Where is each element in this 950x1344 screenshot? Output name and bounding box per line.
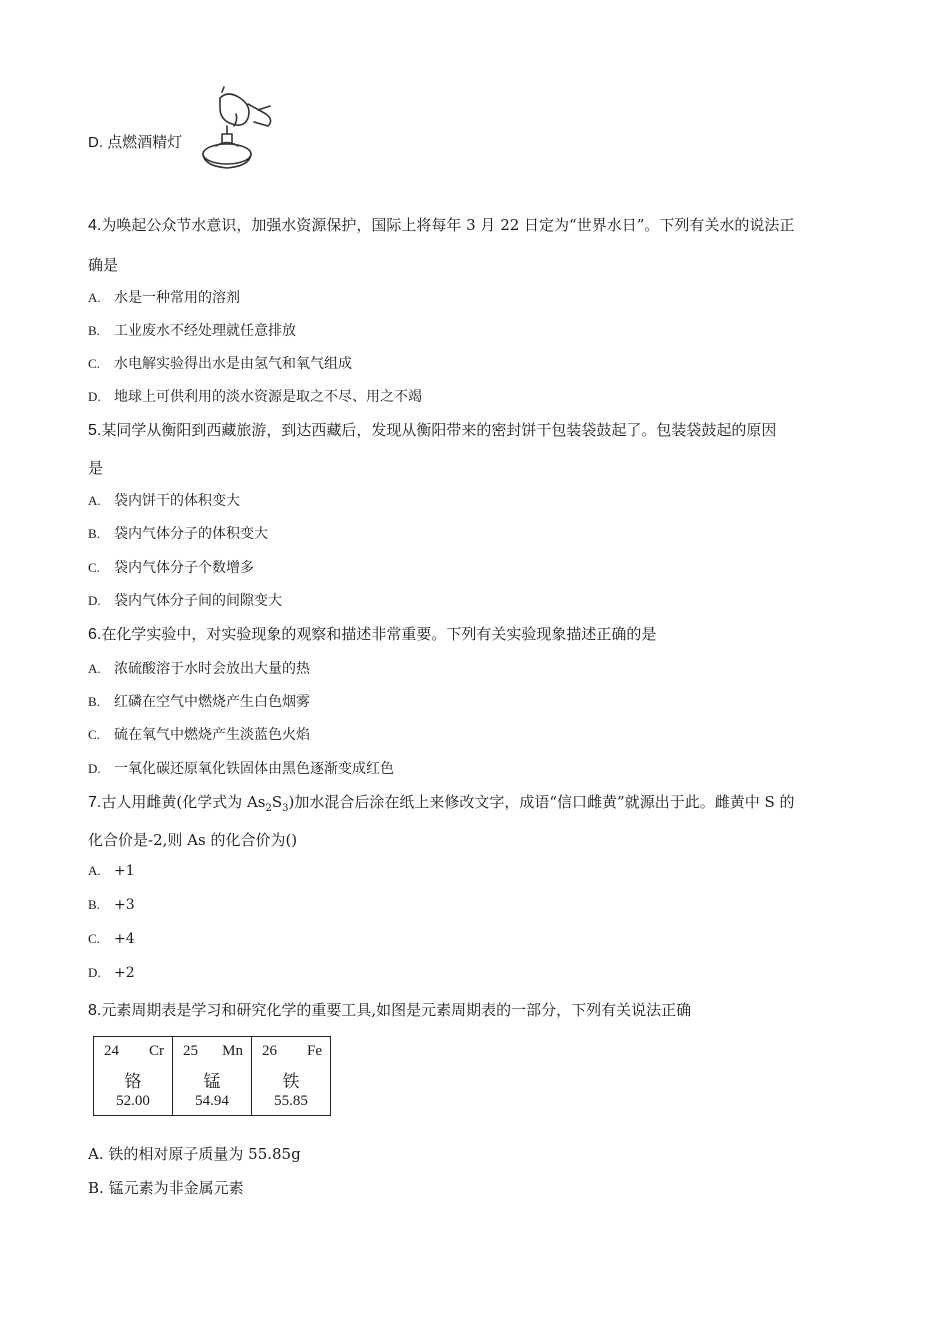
q8-stem-line1 — [88, 999, 691, 1020]
element-cell-fe: 26 Fe 铁 55.85 — [252, 1037, 331, 1116]
q7-option-c: C. +4 — [88, 931, 135, 947]
q6-option-d: D. 一氧化碳还原氧化铁固体由黑色逐渐变成红色 — [88, 761, 394, 777]
q3-option-d: D. 点燃酒精灯 — [88, 134, 183, 151]
q4-option-c: C. 水电解实验得出水是由氢气和氧气组成 — [88, 356, 352, 372]
q5-stem-text: 某同学从衡阳到西藏旅游，到达西藏后，发现从衡阳带来的密封饼干包装袋鼓起了。包装袋鼓起的原因 — [101, 421, 777, 439]
q6-number: 6. — [88, 626, 102, 643]
element-cell-cr: 24 Cr 铬 52.00 — [94, 1037, 173, 1116]
q8-stem-text: 元素周期表是学习和研究化学的重要工具,如图是元素周期表的一部分，下列有关说法正确 — [101, 1001, 692, 1019]
q7-option-a: A. +1 — [88, 863, 135, 879]
q7-option-d: D. +2 — [88, 965, 135, 981]
q4-stem-text: 为唤起公众节水意识，加强水资源保护，国际上将每年 3 月 22 日定为“世界水日”。下列有关水的说法正 — [101, 216, 795, 234]
alcohol-lamp-lighting-illustration — [192, 84, 282, 174]
q5-stem-line1 — [88, 419, 776, 440]
q5-option-d: D. 袋内气体分子间的间隙变大 — [88, 593, 282, 609]
q6-stem-line1 — [88, 623, 656, 644]
q8-option-a: A. 铁的相对原子质量为 55.85g — [88, 1145, 301, 1163]
q5-number: 5. — [88, 422, 102, 439]
q5-stem-line2: 是 — [88, 459, 104, 477]
q6-option-a: A. 浓硫酸溶于水时会放出大量的热 — [88, 661, 310, 677]
q4-stem-line2: 确是 — [88, 256, 119, 274]
q8-number: 8. — [88, 1002, 102, 1019]
q7-stem-line1: 7.古人用雌黄(化学式为 $As_2S_3$)加水混合后涂在纸上来修改文字，成语“信口雌黄”就源出于此。雌黄中 S 的 — [88, 793, 795, 814]
periodic-table-excerpt — [93, 1036, 331, 1116]
q4-option-b: B. 工业废水不经处理就任意排放 — [88, 323, 296, 339]
q6-stem-text: 在化学实验中，对实验现象的观察和描述非常重要。下列有关实验现象描述正确的是 — [101, 625, 657, 643]
q6-option-b: B. 红磷在空气中燃烧产生白色烟雾 — [88, 694, 310, 710]
q4-stem-line1 — [88, 214, 794, 235]
q6-option-c: C. 硫在氧气中燃烧产生淡蓝色火焰 — [88, 727, 310, 743]
q7-number: 7. — [88, 794, 102, 811]
q5-option-b: B. 袋内气体分子的体积变大 — [88, 526, 268, 542]
q5-option-a: A. 袋内饼干的体积变大 — [88, 493, 240, 509]
q7-stem-line2: 化合价是-2,则 As 的化合价为() — [88, 831, 298, 849]
q7-option-b: B. +3 — [88, 897, 135, 913]
q4-option-d: D. 地球上可供利用的淡水资源是取之不尽、用之不竭 — [88, 389, 422, 405]
q4-number: 4. — [88, 217, 102, 234]
q5-option-c: C. 袋内气体分子个数增多 — [88, 560, 254, 576]
q8-option-b: B. 锰元素为非金属元素 — [88, 1179, 244, 1197]
element-cell-mn: 25 Mn 锰 54.94 — [173, 1037, 252, 1116]
q4-option-a: A. 水是一种常用的溶剂 — [88, 290, 240, 306]
